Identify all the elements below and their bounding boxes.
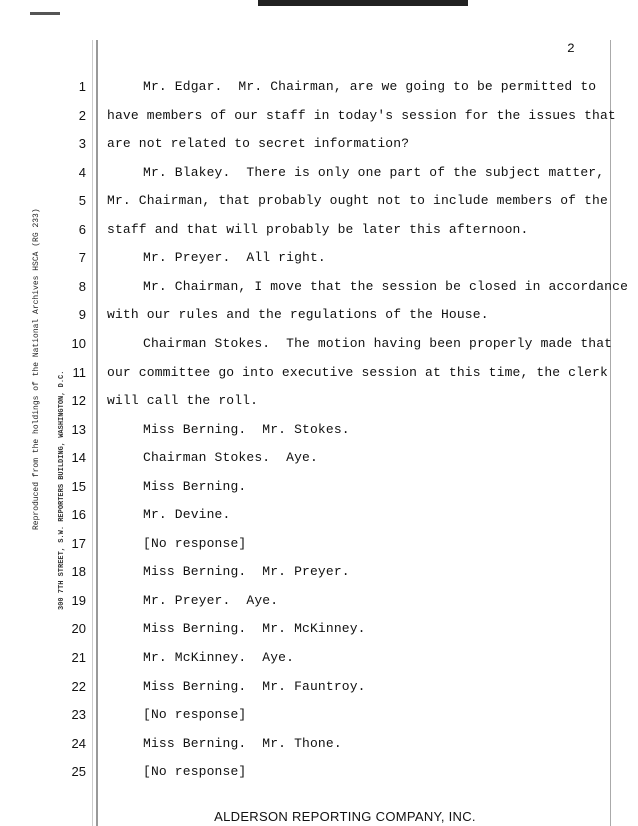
- line-number: 9: [78, 307, 86, 323]
- line-number: 25: [71, 764, 86, 780]
- left-margin-rule-outer: [92, 40, 93, 826]
- transcript-line: staff and that will probably be later this afternoon.: [107, 221, 529, 237]
- line-number: 3: [78, 136, 86, 152]
- transcript-line: [No response]: [143, 707, 247, 723]
- line-number: 19: [71, 592, 86, 608]
- transcript-line: Mr. McKinney. Aye.: [143, 650, 295, 665]
- line-number: 7: [78, 250, 86, 266]
- transcript-line: Miss Berning. Mr. Stokes.: [143, 421, 350, 437]
- transcript-line: Mr. Devine.: [143, 507, 231, 523]
- transcript-line: Chairman Stokes. The motion having been properly made that: [143, 335, 613, 351]
- footer-company: ALDERSON REPORTING COMPANY, INC.: [214, 809, 476, 824]
- transcript-line: Miss Berning. Mr. Preyer.: [143, 564, 350, 580]
- line-number: 5: [78, 193, 86, 209]
- transcript-line: Chairman Stokes. Aye.: [143, 450, 318, 466]
- reporter-address: 300 7TH STREET, S.W. REPORTERS BUILDING, WASHINGTON, D.C.: [58, 370, 66, 610]
- scan-artifact-bar: [258, 0, 468, 6]
- transcript-line: [No response]: [143, 764, 247, 780]
- transcript-line: with our rules and the regulations of the House.: [107, 307, 489, 323]
- transcript-line: Mr. Chairman, that probably ought not to include members of the: [107, 193, 608, 209]
- line-number: 18: [71, 564, 86, 580]
- transcript-line: have members of our staff in today's session for the issues that: [107, 107, 616, 123]
- line-number: 20: [71, 621, 86, 637]
- line-number: 15: [71, 478, 86, 494]
- left-margin-rule: [96, 40, 98, 826]
- transcript-line: will call the roll.: [107, 393, 259, 409]
- line-number: 8: [78, 278, 86, 294]
- line-number: 23: [71, 707, 86, 723]
- line-number: 24: [71, 735, 86, 751]
- transcript-line: Mr. Preyer. All right.: [143, 250, 326, 266]
- line-number: 22: [71, 678, 86, 694]
- transcript-line: Miss Berning. Mr. McKinney.: [143, 621, 366, 637]
- right-margin-rule: [610, 40, 611, 826]
- transcript-line: Mr. Preyer. Aye.: [143, 592, 279, 608]
- line-number: 16: [71, 507, 86, 523]
- transcript-line: Mr. Blakey. There is only one part of the subject matter,: [143, 164, 605, 180]
- line-number: 12: [71, 393, 86, 409]
- page-number: 2: [567, 41, 575, 56]
- line-number: 1: [78, 79, 86, 94]
- line-number: 6: [78, 221, 86, 237]
- transcript-line: Miss Berning.: [143, 478, 247, 494]
- line-number: 13: [71, 421, 86, 437]
- archive-note: Reproduced from the holdings of the National Archives HSCA (RG 233): [32, 208, 41, 530]
- line-number: 21: [71, 650, 86, 665]
- transcript-line: Miss Berning. Mr. Thone.: [143, 735, 342, 751]
- line-number: 11: [72, 364, 86, 380]
- transcript-line: our committee go into executive session at this time, the clerk: [107, 364, 608, 380]
- scan-artifact-mark: [30, 12, 60, 15]
- line-number: 2: [78, 107, 86, 123]
- transcript-line: Mr. Edgar. Mr. Chairman, are we going to be permitted to: [143, 79, 597, 94]
- line-number: 10: [71, 335, 86, 351]
- line-number: 14: [71, 450, 86, 466]
- line-number: 17: [71, 535, 86, 551]
- transcript-line: are not related to secret information?: [107, 136, 410, 152]
- transcript-line: Miss Berning. Mr. Fauntroy.: [143, 678, 366, 694]
- line-number: 4: [78, 164, 86, 180]
- transcript-line: [No response]: [143, 535, 247, 551]
- transcript-line: Mr. Chairman, I move that the session be closed in accordance: [143, 278, 629, 294]
